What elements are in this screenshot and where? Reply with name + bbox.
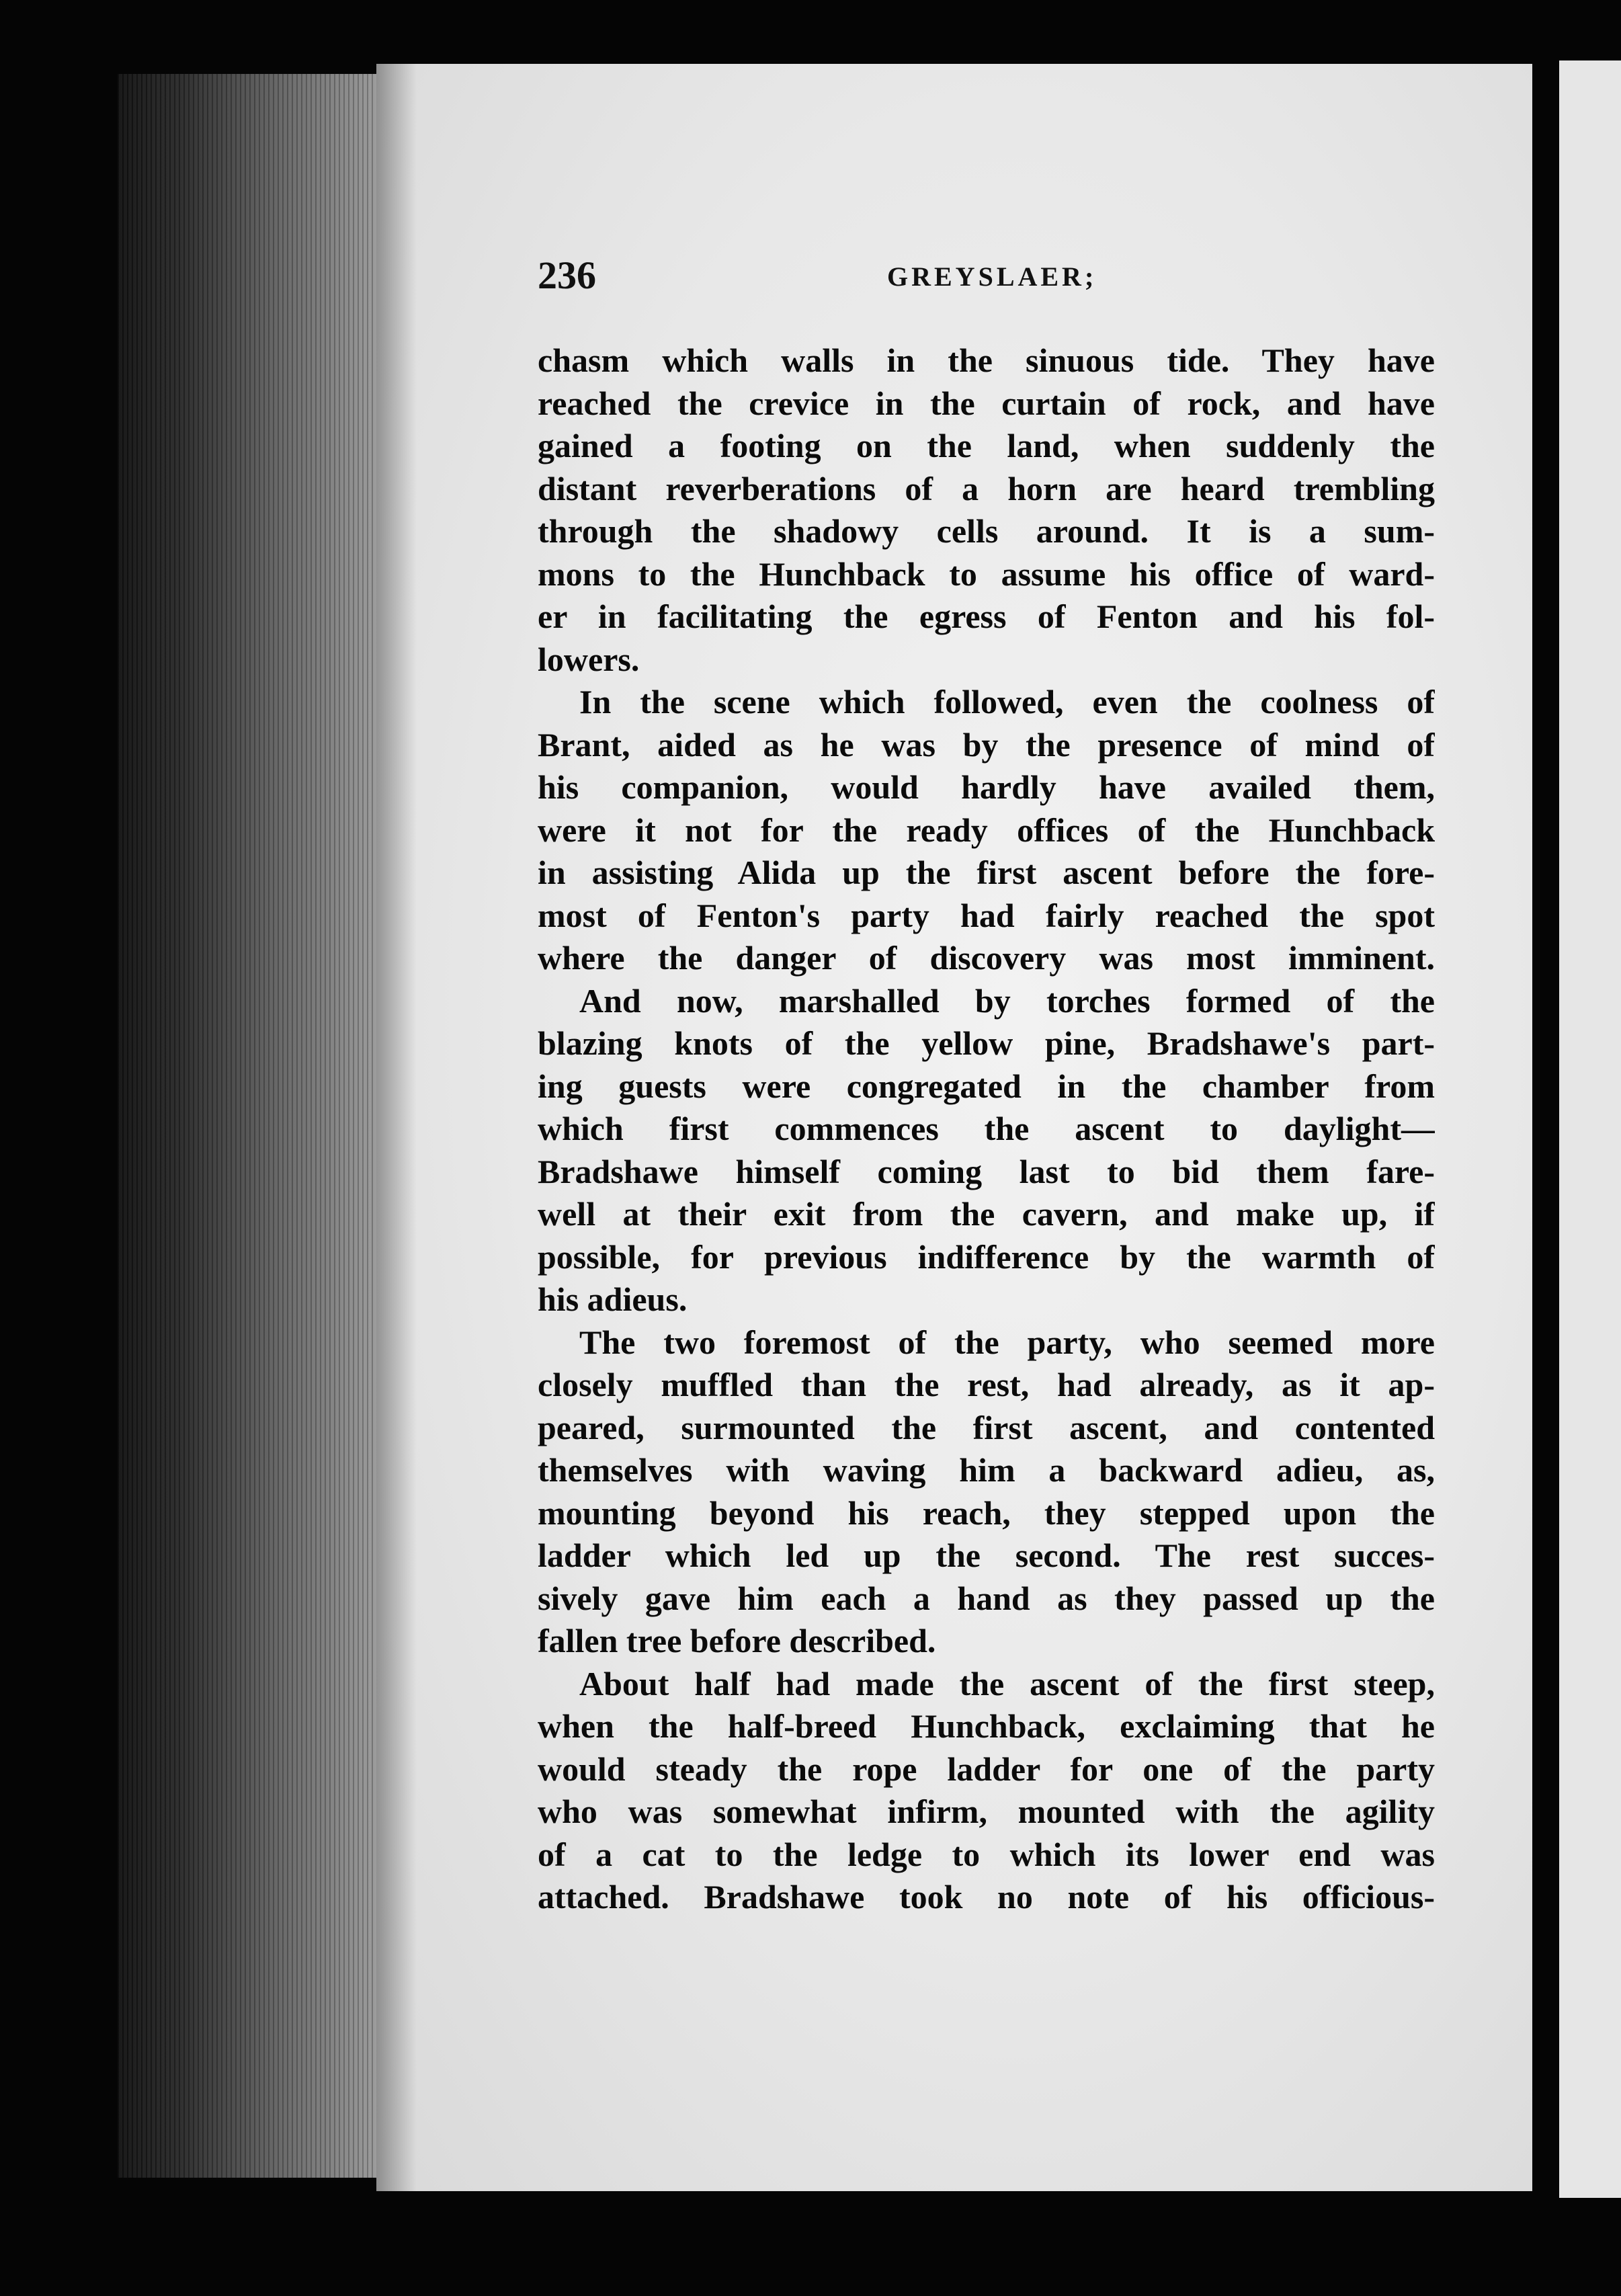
text-line: his companion, would hardly have availed them, — [538, 768, 1435, 806]
text-line: mounting beyond his reach, they stepped upon the — [538, 1493, 1435, 1532]
text-line: In the scene which followed, even the coolness of — [579, 683, 1435, 721]
text-line: themselves with waving him a backward adieu, as, — [538, 1451, 1435, 1489]
text-line: peared, surmounted the first ascent, and contented — [538, 1408, 1435, 1446]
text-line: Brant, aided as he was by the presence of mind of — [538, 725, 1435, 764]
page-gutter-shadow — [376, 64, 417, 2191]
text-line: who was somewhat infirm, mounted with the agility — [538, 1793, 1435, 1830]
text-line: most of Fenton's party had fairly reached the spot — [538, 896, 1435, 934]
text-line: well at their exit from the cavern, and make up, if — [538, 1195, 1435, 1233]
page-number: 236 — [538, 253, 596, 297]
text-line: possible, for previous indifference by the warmth of — [538, 1237, 1435, 1276]
text-line: Bradshawe himself coming last to bid them fare- — [538, 1152, 1435, 1190]
text-line: closely muffled than the rest, had already, as it ap- — [538, 1366, 1435, 1403]
text-line: About half had made the ascent of the first steep, — [579, 1664, 1435, 1703]
text-line: attached. Bradshawe took no note of his officious- — [538, 1878, 1435, 1916]
text-line: through the shadowy cells around. It is a sum- — [538, 512, 1435, 550]
text-line: in assisting Alida up the first ascent before the fore- — [538, 854, 1435, 891]
text-line: fallen tree before described. — [538, 1622, 936, 1659]
text-line: his adieus. — [538, 1280, 688, 1318]
text-line: gained a footing on the land, when suddenly the — [538, 427, 1435, 464]
text-line: would steady the rope ladder for one of the party — [538, 1750, 1435, 1788]
text-line: which first commences the ascent to daylight— — [538, 1110, 1435, 1147]
text-line: blazing knots of the yellow pine, Bradshawe's part- — [538, 1024, 1435, 1062]
text-line: sively gave him each a hand as they passed up the — [538, 1579, 1435, 1617]
text-line: when the half-breed Hunchback, exclaiming that he — [538, 1707, 1435, 1745]
text-line: were it not for the ready offices of the Hunchback — [538, 811, 1435, 849]
text-line: mons to the Hunchback to assume his office of ward- — [538, 555, 1435, 593]
body-text — [538, 339, 1435, 1919]
text-line: lowers. — [538, 640, 640, 678]
text-line: ing guests were congregated in the chamber from — [538, 1067, 1435, 1105]
page-header — [538, 253, 1438, 300]
facing-page-edge — [1559, 60, 1621, 2198]
book-page-edges — [118, 74, 380, 2178]
text-line: reached the crevice in the curtain of rock, and have — [538, 384, 1435, 422]
text-line: ladder which led up the second. The rest succes- — [538, 1536, 1435, 1574]
text-line: chasm which walls in the sinuous tide. They have — [538, 341, 1435, 379]
running-head: GREYSLAER; — [887, 261, 1097, 292]
text-line: where the danger of discovery was most imminent. — [538, 939, 1435, 977]
text-line: er in facilitating the egress of Fenton and his fol- — [538, 598, 1435, 635]
text-line: And now, marshalled by torches formed of the — [579, 981, 1435, 1020]
text-line: The two foremost of the party, who seemed more — [579, 1323, 1435, 1361]
text-line: distant reverberations of a horn are heard trembling — [538, 469, 1435, 507]
text-line: of a cat to the ledge to which its lower end was — [538, 1835, 1435, 1873]
